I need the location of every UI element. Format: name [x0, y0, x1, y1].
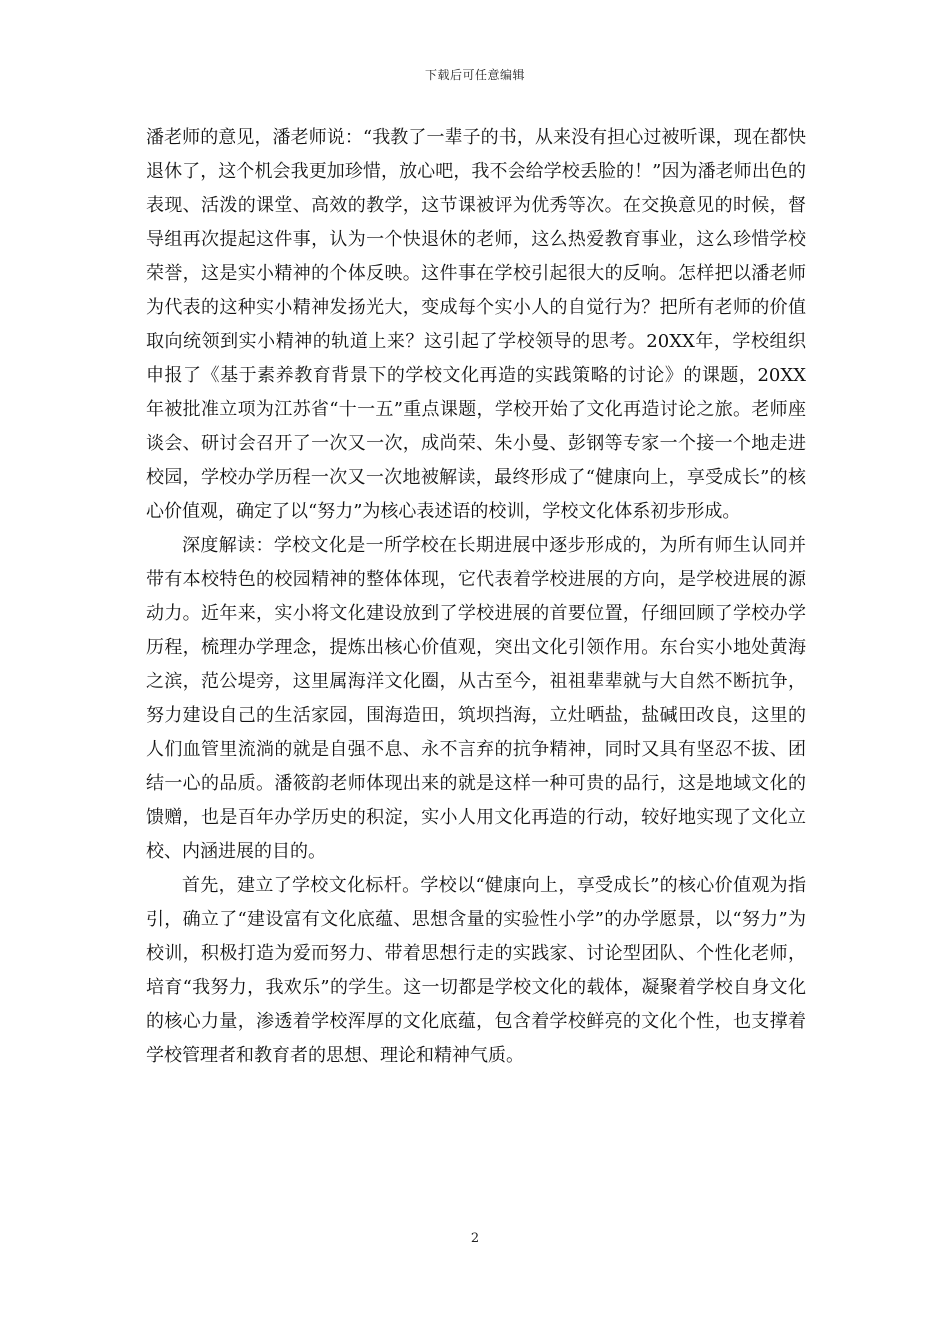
- page-header: 下载后可任意编辑: [424, 68, 525, 82]
- document-body: [146, 121, 806, 1073]
- page-number: 2: [470, 1231, 480, 1246]
- paragraph-2: 深度解读：学校文化是一所学校在长期进展中逐步形成的，为所有师生认同并带有本校特色的校园精神的整体体现，它代表着学校进展的方向，是学校进展的源动力。近年来，实小将文化建设放到了学校进展的首要位置，仔细回顾了学校办学历程，梳理办学理念，提炼出核心价值观，突出文化引领作用。东台实小地处黄海之滨，范公堤旁，这里属海洋文化圈，从古至今，祖祖辈辈就与大自然不断抗争，努力建设自己的生活家园，围海造田，筑坝挡海，立灶晒盐，盐碱田改良，这里的人们血管里流淌的就是自强不息、永不言弃的抗争精神，同时又具有坚忍不拔、团结一心的品质。潘筱韵老师体现出来的就是这样一种可贵的品行，这是地域文化的馈赠，也是百年办学历史的积淀，实小人用文化再造的行动，较好地实现了文化立校、内涵进展的目的。: [146, 535, 806, 862]
- paragraph-1: 潘老师的意见，潘老师说：“我教了一辈子的书，从来没有担心过被听课，现在都快退休了，这个机会我更加珍惜，放心吧，我不会给学校丢脸的！”因为潘老师出色的表现、活泼的课堂、高效的教学，这节课被评为优秀等次。在交换意见的时候，督导组再次提起这件事，认为一个快退休的老师，这么热爱教育事业，这么珍惜学校荣誉，这是实小精神的个体反映。这件事在学校引起很大的反响。怎样把以潘老师为代表的这种实小精神发扬光大，变成每个实小人的自觉行为？把所有老师的价值取向统领到实小精神的轨道上来？这引起了学校领导的思考。20XX年，学校组织申报了《基于素养教育背景下的学校文化再造的实践策略的讨论》的课题，20XX年被批准立项为江苏省“十一五”重点课题，学校开始了文化再造讨论之旅。老师座谈会、研讨会召开了一次又一次，成尚荣、朱小曼、彭钢等专家一个接一个地走进校园，学校办学历程一次又一次地被解读，最终形成了“健康向上，享受成长”的核心价值观，确定了以“努力”为核心表述语的校训，学校文化体系初步形成。: [146, 127, 806, 522]
- paragraph-3: 首先，建立了学校文化标杆。学校以“健康向上，享受成长”的核心价值观为指引，确立了“建设富有文化底蕴、思想含量的实验性小学”的办学愿景，以“努力”为校训，积极打造为爱而努力、带着思想行走的实践家、讨论型团队、个性化老师，培育“我努力，我欢乐”的学生。这一切都是学校文化的载体，凝聚着学校自身文化的核心力量，渗透着学校浑厚的文化底蕴，包含着学校鲜亮的文化个性，也支撑着学校管理者和教育者的思想、理论和精神气质。: [146, 875, 806, 1066]
